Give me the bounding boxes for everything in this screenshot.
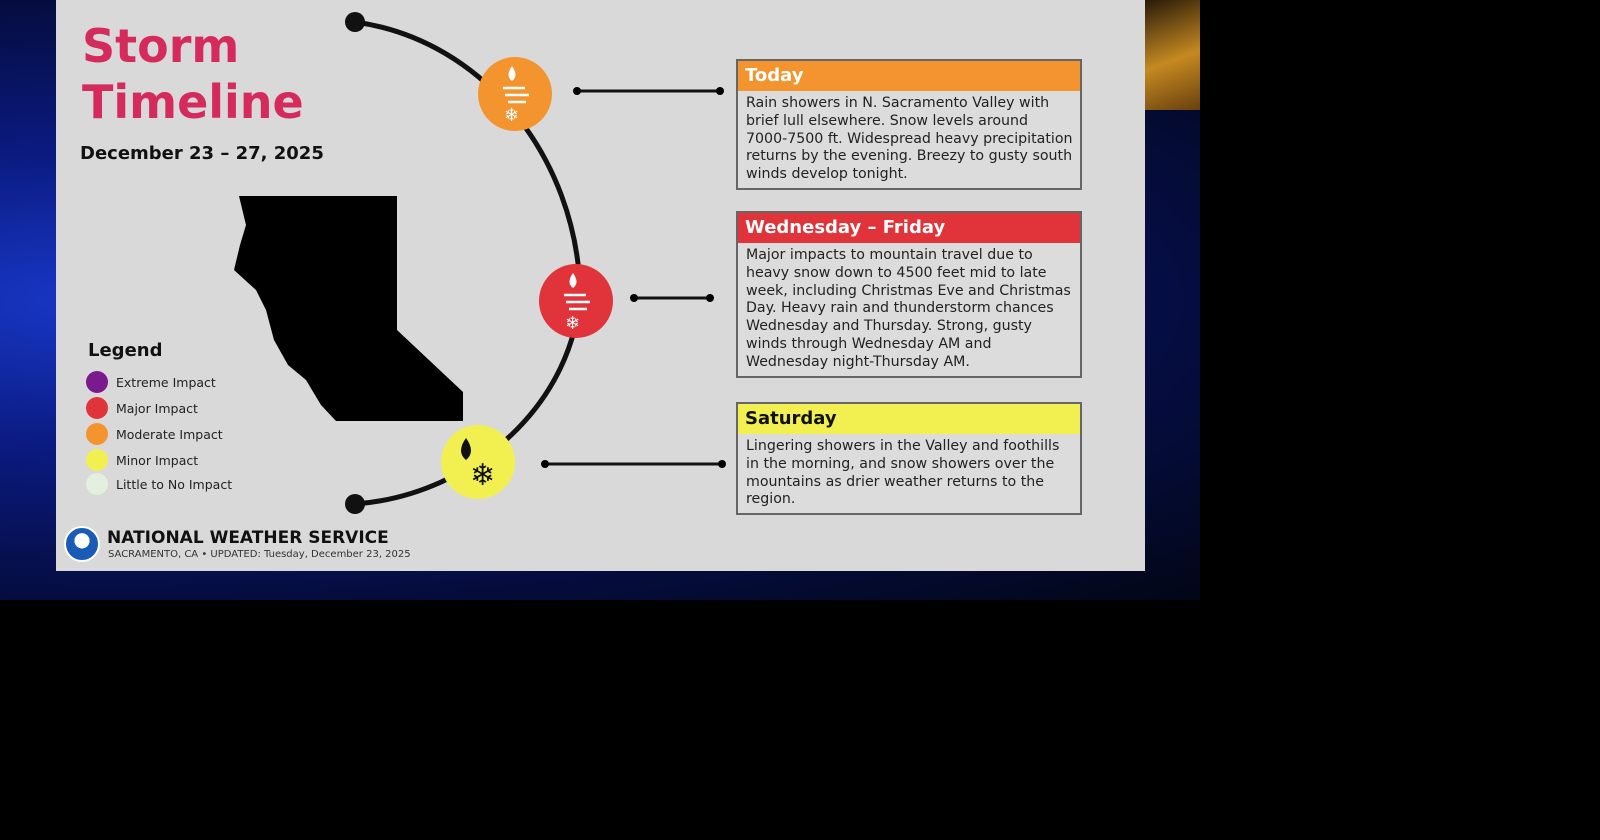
- legend-item-major: [86, 397, 198, 419]
- legend-label: Major Impact: [116, 400, 198, 416]
- legend-item-moderate: [86, 423, 223, 445]
- legend-item-none: [86, 473, 232, 495]
- page-title: [82, 18, 304, 130]
- legend-title: Legend: [88, 340, 163, 361]
- arc-end-dot: [345, 494, 365, 514]
- legend-swatch: [86, 473, 108, 495]
- legend-item-minor: [86, 449, 198, 471]
- connector-today: [573, 87, 724, 95]
- date-range: December 23 – 27, 2025: [80, 143, 324, 164]
- impact-circle-wed-fri: [539, 264, 613, 338]
- title-line-1: Storm: [82, 19, 240, 73]
- legend-label: Extreme Impact: [116, 374, 216, 390]
- snowflake-icon: ❄: [565, 313, 581, 334]
- title-line-2: Timeline: [82, 75, 304, 129]
- connector-saturday: [541, 460, 726, 468]
- snowflake-icon: ❄: [470, 458, 496, 493]
- period-title: Saturday: [738, 404, 1080, 434]
- period-box-saturday: [736, 402, 1082, 515]
- legend-swatch: [86, 449, 108, 471]
- legend-label: Minor Impact: [116, 452, 199, 468]
- org-subtitle: SACRAMENTO, CA • UPDATED: Tuesday, December 23, 2025: [108, 549, 411, 560]
- arc-start-dot: [345, 12, 365, 32]
- impact-circle-saturday: [441, 425, 515, 499]
- period-title: Wednesday – Friday: [738, 213, 1080, 243]
- legend-swatch: [86, 371, 108, 393]
- legend-label: Little to No Impact: [116, 476, 233, 492]
- impact-circle-today: [478, 57, 552, 131]
- period-text: Rain showers in N. Sacramento Valley with brief lull elsewhere. Snow levels around 7000-7500 ft. Widespread heavy precipitation returns by the evening. Breezy to gusty south winds develop tonight.: [746, 95, 1073, 183]
- storm-timeline-graphic: [56, 0, 1145, 571]
- period-box-today: [736, 59, 1082, 190]
- period-text: Major impacts to mountain travel due to heavy snow down to 4500 feet mid to late week, including Christmas Eve and Christmas Day. Heavy rain and thunderstorm chances Wednesday and Thursday. Strong, gusty winds through Wednesday AM and Wednesday night-Thursday AM.: [746, 247, 1071, 370]
- period-box-wed-fri: [736, 211, 1082, 378]
- legend-item-extreme: [86, 371, 216, 393]
- period-text: Lingering showers in the Valley and foothills in the morning, and snow showers over the mountains as drier weather returns to the region.: [746, 438, 1060, 508]
- legend-label: Moderate Impact: [116, 426, 223, 442]
- org-name: NATIONAL WEATHER SERVICE: [107, 528, 389, 548]
- background-swoosh: [1140, 0, 1200, 110]
- period-title: Today: [738, 61, 1080, 91]
- noaa-logo: [64, 526, 100, 562]
- legend-swatch: [86, 423, 108, 445]
- snowflake-icon: ❄: [504, 105, 520, 126]
- california-map: [234, 196, 463, 421]
- connector-wed-fri: [630, 294, 714, 302]
- legend-swatch: [86, 397, 108, 419]
